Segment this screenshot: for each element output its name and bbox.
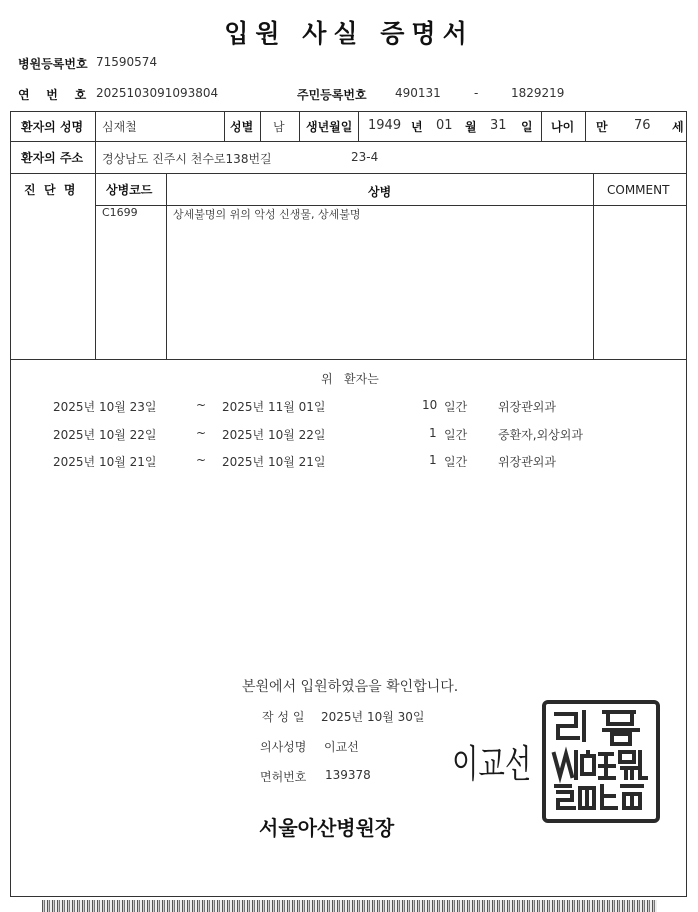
doctor-signature: 이교선 bbox=[452, 742, 532, 786]
birth-label: 생년월일 bbox=[306, 120, 353, 134]
patient-name-value: 심재철 bbox=[102, 120, 137, 134]
diagnosis-label: 진 단 명 bbox=[24, 183, 76, 197]
age-value: 76 bbox=[634, 118, 651, 133]
diagnosis-name: 상세불명의 위의 악성 신생물, 상세불명 bbox=[173, 208, 361, 221]
doctor-name-label: 의사성명 bbox=[260, 740, 307, 754]
age-label: 나이 bbox=[551, 120, 575, 134]
disease-header: 상병 bbox=[368, 185, 392, 199]
stay-dept: 위장관외과 bbox=[498, 400, 556, 414]
hospital-seal-icon bbox=[542, 700, 660, 823]
stay-heading: 위 환자는 bbox=[321, 372, 379, 386]
month-unit: 월 bbox=[465, 120, 477, 134]
stay-from: 2025년 10월 22일 bbox=[53, 428, 157, 442]
stay-to: 2025년 10월 21일 bbox=[222, 455, 326, 469]
stay-tilde: ~ bbox=[196, 453, 207, 467]
address-detail: 23-4 bbox=[351, 150, 379, 164]
stay-to: 2025년 11월 01일 bbox=[222, 400, 326, 414]
stay-to: 2025년 10월 22일 bbox=[222, 428, 326, 442]
resident-label: 주민등록번호 bbox=[297, 88, 367, 102]
birth-day: 31 bbox=[490, 118, 507, 133]
hospital-name: 서울아산병원장 bbox=[259, 816, 395, 840]
resident-front: 490131 bbox=[395, 86, 441, 100]
diagnosis-code: C1699 bbox=[102, 206, 138, 219]
stay-tilde: ~ bbox=[196, 398, 207, 412]
code-header: 상병코드 bbox=[106, 183, 153, 197]
address-value: 경상남도 진주시 천수로138번길 bbox=[102, 152, 272, 166]
stay-days: 1 bbox=[429, 453, 437, 467]
stay-days: 1 bbox=[429, 426, 437, 440]
resident-back: 1829219 bbox=[511, 86, 565, 100]
sex-value: 남 bbox=[273, 120, 285, 134]
stay-unit: 일간 bbox=[444, 455, 468, 469]
reg-no-label: 병원등록번호 bbox=[18, 57, 88, 71]
scan-noise-strip bbox=[42, 900, 657, 912]
age-unit: 세 bbox=[672, 120, 684, 134]
stay-from: 2025년 10월 21일 bbox=[53, 455, 157, 469]
birth-month: 01 bbox=[436, 118, 453, 133]
stay-unit: 일간 bbox=[444, 428, 468, 442]
doctor-name-value: 이교선 bbox=[324, 740, 359, 754]
stay-tilde: ~ bbox=[196, 426, 207, 440]
stay-days: 10 bbox=[422, 398, 438, 412]
document-title: 입원 사실 증명서 bbox=[224, 19, 474, 48]
stay-unit: 일간 bbox=[444, 400, 468, 414]
stay-dept: 중환자,외상외과 bbox=[498, 428, 583, 442]
serial-label: 연 번 호 bbox=[18, 88, 87, 102]
day-unit: 일 bbox=[521, 120, 533, 134]
birth-year: 1949 bbox=[368, 118, 402, 133]
age-prefix: 만 bbox=[596, 120, 608, 134]
sex-label: 성별 bbox=[230, 120, 254, 134]
license-value: 139378 bbox=[325, 768, 371, 782]
issue-date-value: 2025년 10월 30일 bbox=[321, 710, 425, 724]
comment-header: COMMENT bbox=[607, 183, 670, 197]
resident-dash: - bbox=[474, 86, 479, 100]
reg-no-value: 71590574 bbox=[96, 55, 158, 69]
issue-date-label: 작 성 일 bbox=[262, 710, 305, 724]
address-label: 환자의 주소 bbox=[21, 151, 84, 165]
year-unit: 년 bbox=[411, 120, 423, 134]
stay-dept: 위장관외과 bbox=[498, 455, 556, 469]
license-label: 면허번호 bbox=[260, 770, 307, 784]
serial-value: 2025103091093804 bbox=[96, 86, 219, 100]
stay-from: 2025년 10월 23일 bbox=[53, 400, 157, 414]
confirmation-statement: 본원에서 입원하였음을 확인합니다. bbox=[242, 679, 459, 695]
patient-name-label: 환자의 성명 bbox=[21, 120, 84, 134]
